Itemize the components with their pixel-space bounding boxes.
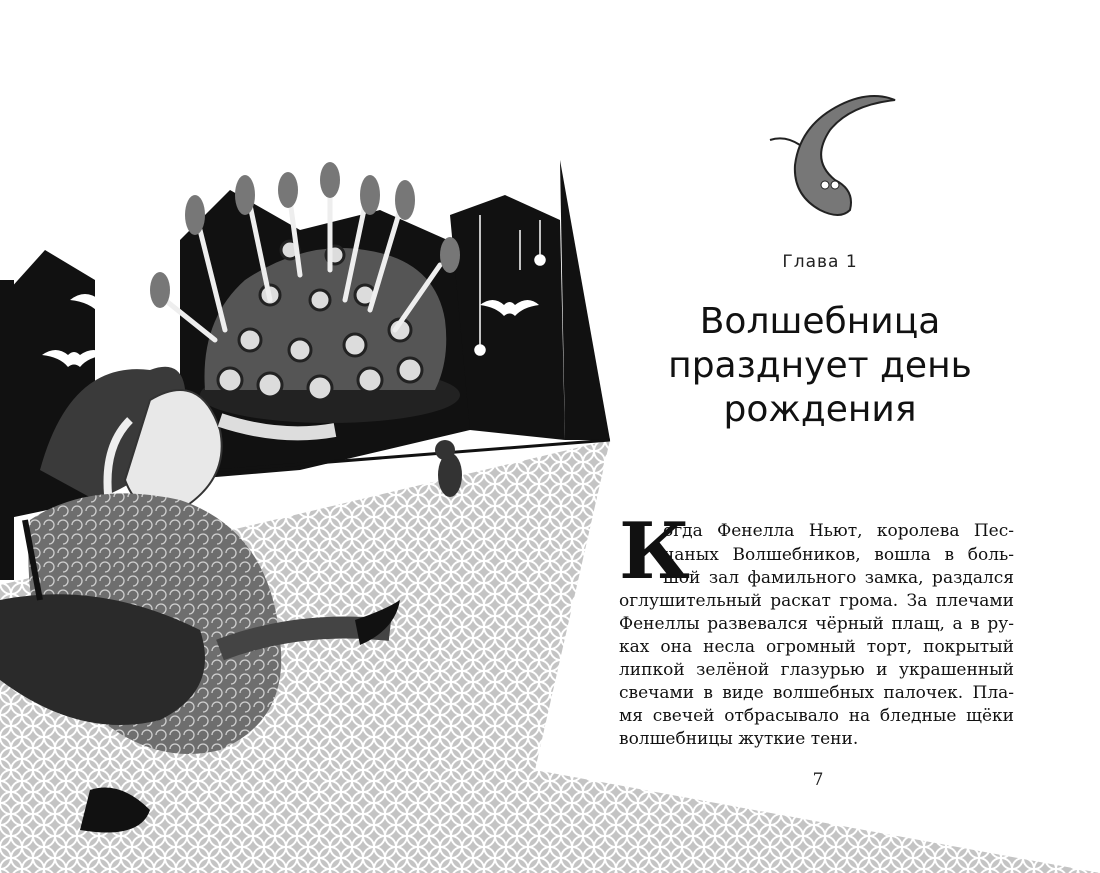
chapter-title-line: Волшебница [699,301,941,342]
paragraph-line: огда Фенелла Ньют, королева Пес- [663,521,1014,541]
page-number: 7 [812,770,824,790]
drop-cap: К [619,506,690,597]
paragraph-line: чаных Волшебников, вошла в боль- [663,545,1014,565]
paragraph-line: Фенеллы развевался чёрный плащ, а в ру- [619,614,1014,634]
paragraph-line: ках она несла огромный торт, покрытый [619,637,1014,657]
lizard-icon [770,96,895,215]
paragraph-line: мя свечей отбрасывало на бледные щёки [619,706,1014,726]
chapter-title-line: рождения [723,389,917,430]
paragraph-line: волшебницы жуткие тени. [619,729,859,749]
chapter-title-line: празднует день [668,345,972,386]
paragraph-line: свечами в виде волшебных палочек. Пла- [619,683,1014,703]
paragraph-line: оглушительный раскат грома. За плечами [619,591,1014,611]
chapter-label: Глава 1 [782,252,858,272]
paragraph-line: липкой зелёной глазурью и украшенный [619,660,1014,680]
chapter-title [650,300,990,432]
paragraph-line: шой зал фамильного замка, раздался [663,568,1014,588]
